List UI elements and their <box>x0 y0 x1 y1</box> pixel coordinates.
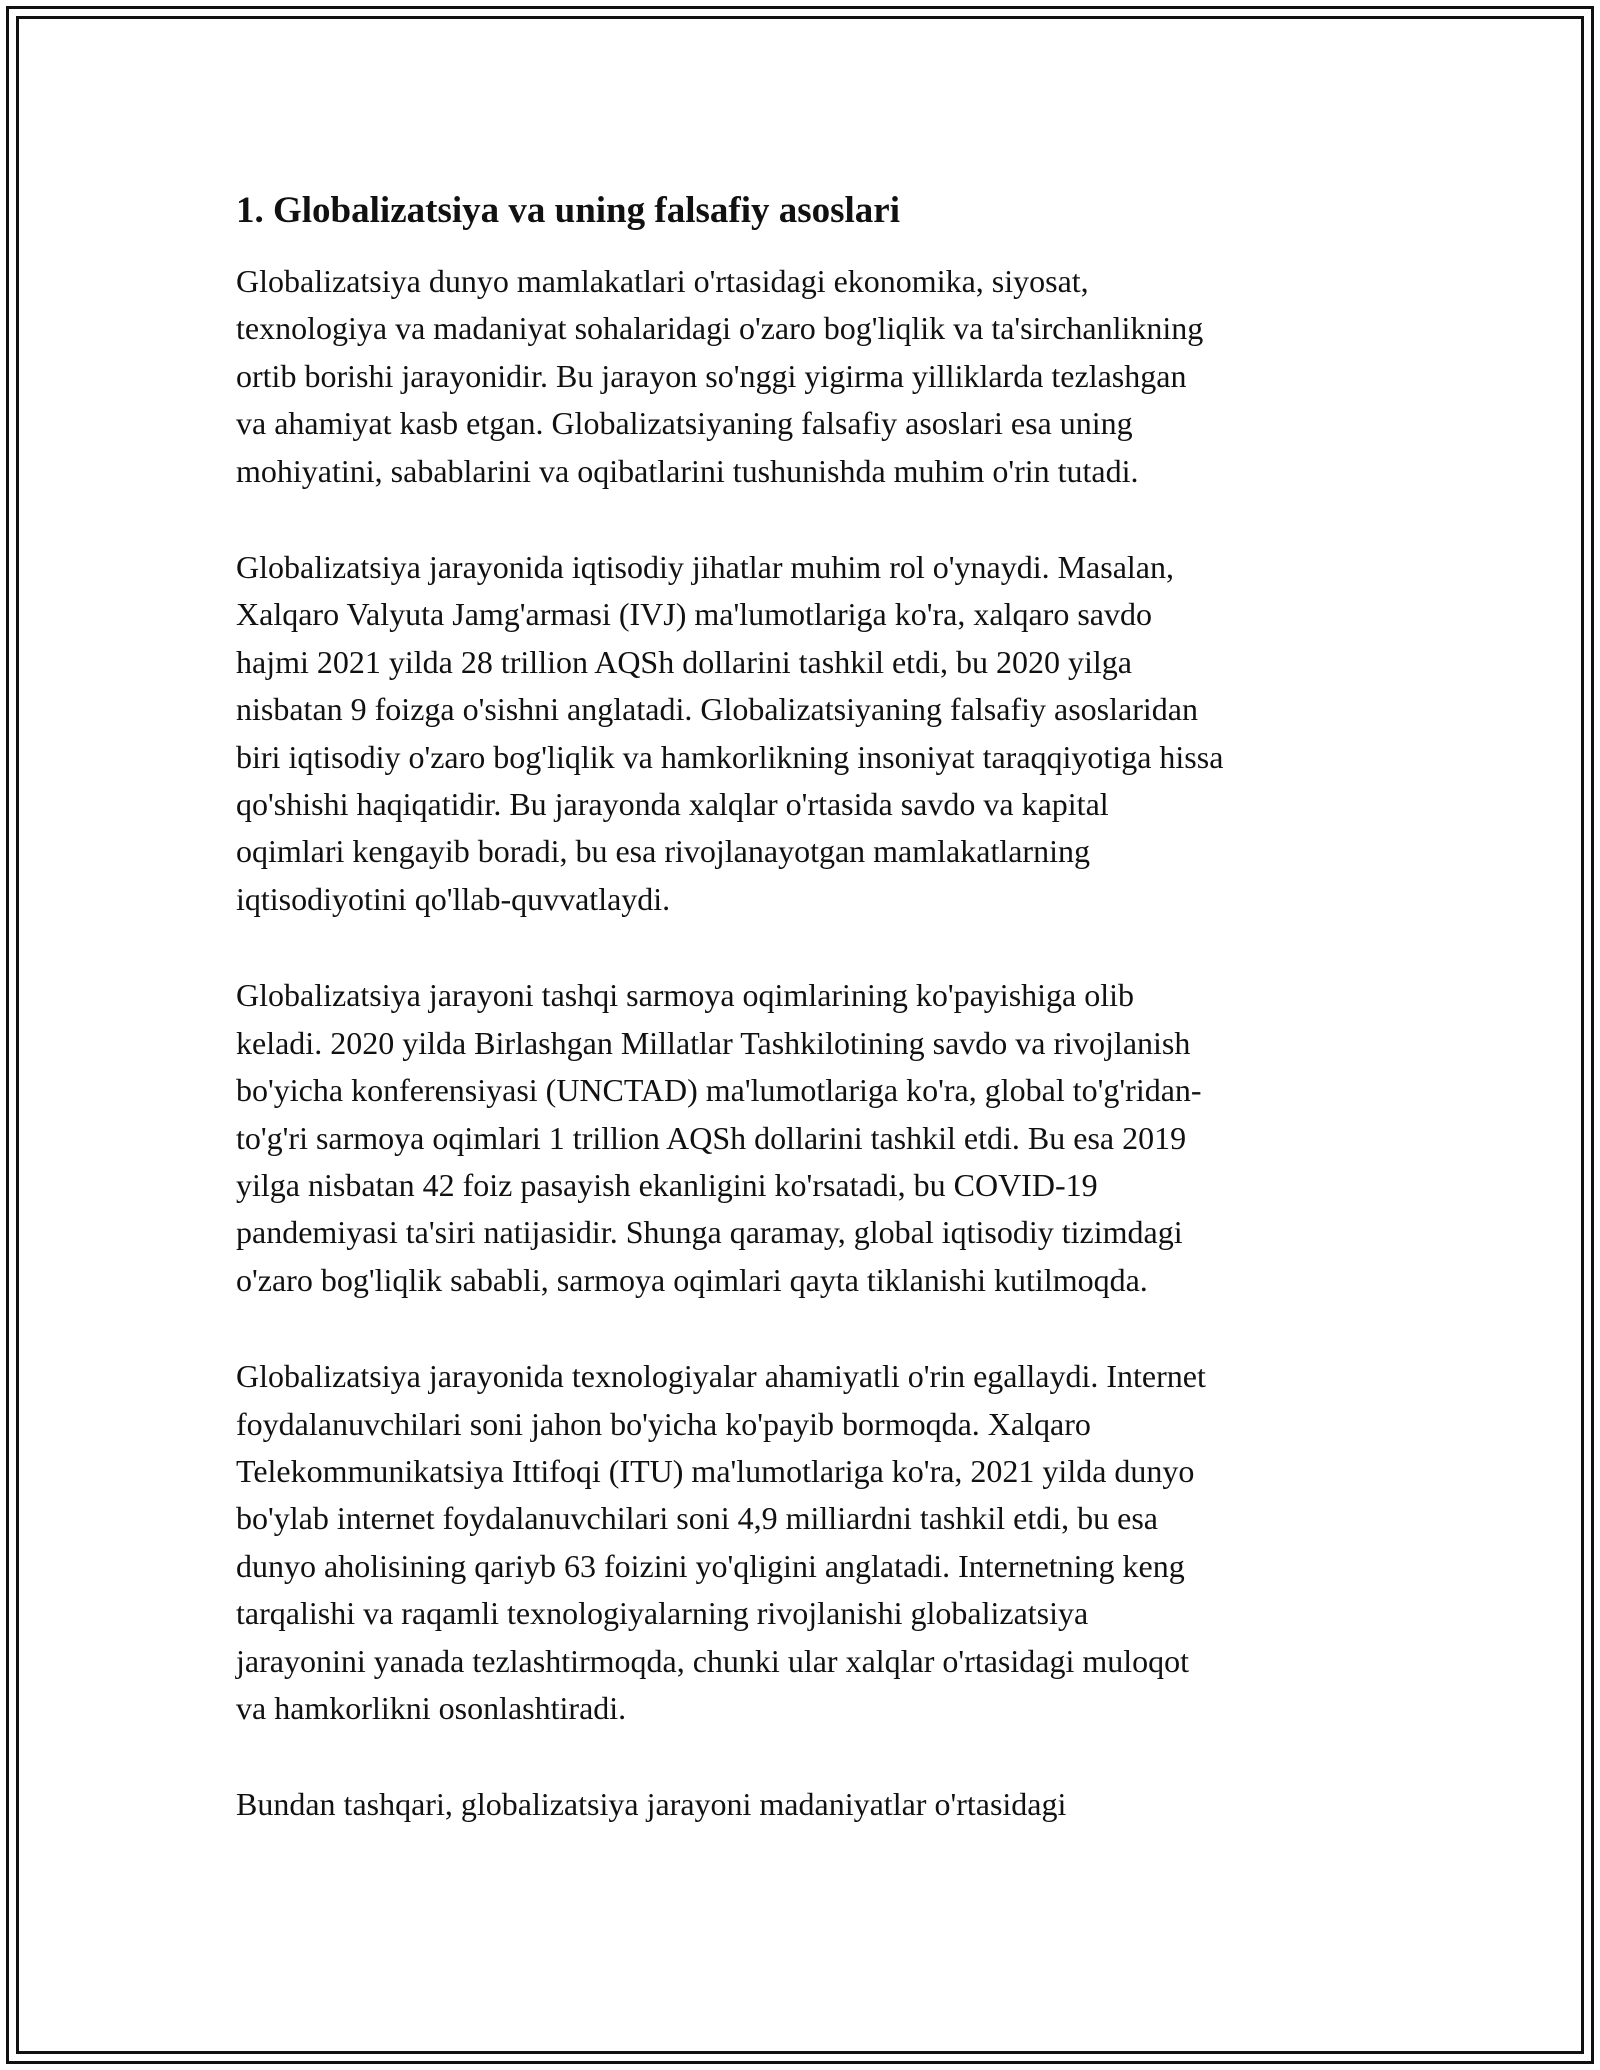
section-heading: 1. Globalizatsiya va uning falsafiy asoslari <box>236 190 901 231</box>
text-line: Xalqaro Valyuta Jamg'armasi (IVJ) ma'lumotlariga ko'ra, xalqaro savdo <box>236 596 1152 633</box>
text-line: texnologiya va madaniyat sohalaridagi o'zaro bog'liqlik va ta'sirchanlikning <box>236 310 1204 347</box>
text-line: Globalizatsiya jarayonida texnologiyalar ahamiyatli o'rin egallaydi. Internet <box>236 1358 1206 1395</box>
text-line: to'g'ri sarmoya oqimlari 1 trillion AQSh dollarini tashkil etdi. Bu esa 2019 <box>236 1119 1187 1156</box>
text-line: tarqalishi va raqamli texnologiyalarning rivojlanishi globalizatsiya <box>236 1595 1089 1632</box>
text-line: hajmi 2021 yilda 28 trillion AQSh dollarini tashkil etdi, bu 2020 yilga <box>236 643 1132 680</box>
text-line: va ahamiyat kasb etgan. Globalizatsiyaning falsafiy asoslari esa uning <box>236 405 1133 442</box>
text-line: biri iqtisodiy o'zaro bog'liqlik va hamkorlikning insoniyat taraqqiyotiga hissa <box>236 738 1224 775</box>
paragraph-technology <box>236 1353 1386 1732</box>
text-line: Telekommunikatsiya Ittifoqi (ITU) ma'lumotlariga ko'ra, 2021 yilda dunyo <box>236 1452 1195 1489</box>
paragraph-economy <box>236 544 1386 923</box>
text-line: qo'shishi haqiqatidir. Bu jarayonda xalqlar o'rtasida savdo va kapital <box>236 786 1109 823</box>
text-line: nisbatan 9 foizga o'sishni anglatadi. Globalizatsiyaning falsafiy asoslaridan <box>236 691 1198 728</box>
text-line: keladi. 2020 yilda Birlashgan Millatlar Tashkilotining savdo va rivojlanish <box>236 1024 1191 1061</box>
text-line: va hamkorlikni osonlashtiradi. <box>236 1689 627 1726</box>
text-line: Globalizatsiya jarayoni tashqi sarmoya oqimlarining ko'payishiga olib <box>236 977 1135 1014</box>
text-line: ortib borishi jarayonidir. Bu jarayon so'nggi yigirma yilliklarda tezlashgan <box>236 357 1187 394</box>
text-line: dunyo aholisining qariyb 63 foizini yo'qligini anglatadi. Internetning keng <box>236 1547 1185 1584</box>
text-line: jarayonini yanada tezlashtirmoqda, chunki ular xalqlar o'rtasidagi muloqot <box>236 1642 1190 1679</box>
text-line: Globalizatsiya dunyo mamlakatlari o'rtasidagi ekonomika, siyosat, <box>236 263 1089 299</box>
text-line: o'zaro bog'liqlik sababli, sarmoya oqimlari qayta tiklanishi kutilmoqda. <box>236 1261 1148 1298</box>
paragraph-investment <box>236 972 1386 1304</box>
text-line: bo'yicha konferensiyasi (UNCTAD) ma'lumotlariga ko'ra, global to'g'ridan- <box>236 1072 1202 1109</box>
text-line: pandemiyasi ta'siri natijasidir. Shunga qaramay, global iqtisodiy tizimdagi <box>236 1214 1183 1251</box>
text-line: foydalanuvchilari soni jahon bo'yicha ko'payib bormoqda. Xalqaro <box>236 1405 1091 1442</box>
text-line: bo'ylab internet foydalanuvchilari soni 4,9 milliardni tashkil etdi, bu esa <box>236 1500 1158 1537</box>
text-line: oqimlari kengayib boradi, bu esa rivojlanayotgan mamlakatlarning <box>236 833 1090 870</box>
text-line: mohiyatini, sabablarini va oqibatlarini tushunishda muhim o'rin tutadi. <box>236 452 1139 489</box>
text-line: yilga nisbatan 42 foiz pasayish ekanligini ko'rsatadi, bu COVID-19 <box>236 1166 1098 1203</box>
text-line: iqtisodiyotini qo'llab-quvvatlaydi. <box>236 880 671 917</box>
text-line: Globalizatsiya jarayonida iqtisodiy jihatlar muhim rol o'ynaydi. Masalan, <box>236 549 1174 586</box>
paragraph-culture <box>236 1781 1386 1828</box>
document-body <box>236 180 1386 1878</box>
text-line: Bundan tashqari, globalizatsiya jarayoni madaniyatlar o'rtasidagi <box>236 1786 1067 1823</box>
paragraph-intro <box>236 258 1386 495</box>
